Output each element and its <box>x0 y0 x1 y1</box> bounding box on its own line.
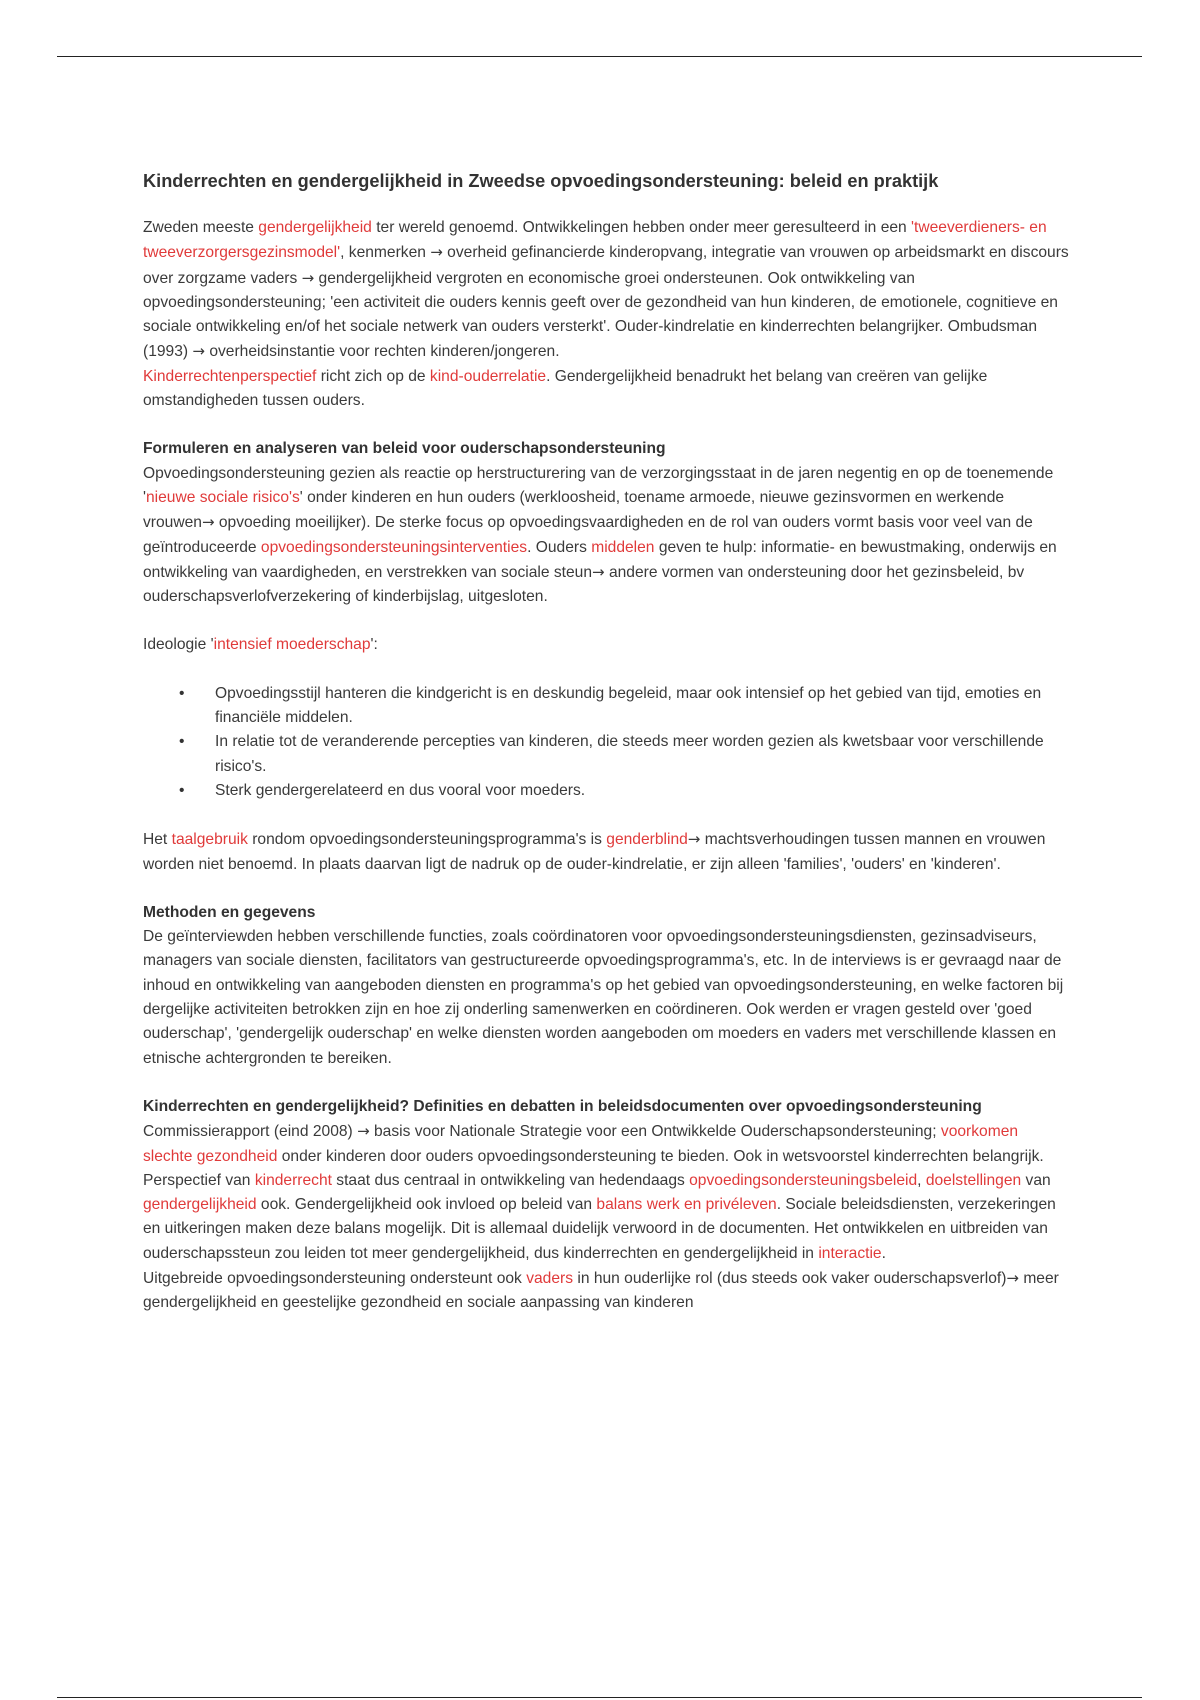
arrow-icon: → <box>201 513 215 532</box>
bottom-rule <box>57 1697 1142 1698</box>
definitions-paragraph-2: Perspectief van kinderrecht staat dus centraal in ontwikkeling van hedendaags opvoedingsondersteuningsbeleid, doelstellingen van gendergelijkheid ook. Gendergelijkheid ook invloed op beleid van balans werk en privéleven. Sociale beleidsdiensten, verzekeringen en uitkeringen maken deze balans mogelijk. Dit is allemaal duidelijk verwoord in de documenten. Het ontwikkelen en uitbreiden van ouderschapssteun zou leiden tot meer gendergelijkheid, dus kinderrechten en gendergelijkheid in interactie. <box>143 1171 1056 1262</box>
highlight-term: gendergelijkheid <box>143 1196 257 1214</box>
list-item: • In relatie tot de veranderende percepties van kinderen, die steeds meer worden gezien als kwetsbaar voor verschillende risico's. <box>143 730 1070 779</box>
highlight-term: opvoedingsondersteuningsinterventies <box>260 538 528 556</box>
highlight-term: doelstellingen <box>925 1171 1022 1189</box>
highlight-term: kinderrecht <box>254 1171 332 1189</box>
highlight-term: voorkomen slechte gezondheid <box>143 1123 1019 1165</box>
highlight-term: nieuwe sociale risico's <box>145 488 300 506</box>
policy-paragraph: Opvoedingsondersteuning gezien als reactie op herstructurering van de verzorgingsstaat in de jaren negentig en op de toenemende 'nieuwe sociale risico's' onder kinderen en hun ouders (werkloosheid, toename armoede, nieuwe gezinsvormen en werkende vrouwen→ opvoeding moeilijker). De sterke focus op opvoedingsvaardigheden en de rol van ouders vormt basis voor veel van de geïntroduceerde opvoedingsondersteuningsinterventies. Ouders middelen geven te hulp: informatie- en bewustmaking, onderwijs en ontwikkeling van vaardigheden, en verstrekken van sociale steun→ andere vormen van ondersteuning door het gezinsbeleid, bv ouderschapsverlofverzekering of kinderbijslag, uitgesloten. <box>143 464 1057 606</box>
highlight-term: Kinderrechtenperspectief <box>143 367 317 385</box>
highlight-term: opvoedingsondersteuningsbeleid <box>689 1171 918 1189</box>
section-heading-definitions: Kinderrechten en gendergelijkheid? Definities en debatten in beleidsdocumenten over opvoedingsondersteuning <box>143 1097 982 1115</box>
methods-paragraph: De geïnterviewden hebben verschillende functies, zoals coördinatoren voor opvoedingsondersteuningsdiensten, gezinsadviseurs, managers van sociale diensten, facilitators van gestructureerde opvoedingsprogramma's, etc. In de interviews is er gevraagd naar de inhoud en ontwikkeling van aangeboden diensten en programma's op het gebied van opvoedingsondersteuning, en welke factoren bij dergelijke activiteiten betrokken zijn en hoe zij onderling samenwerken en coördineren. Ook werden er vragen gesteld over 'goed ouderschap', 'gendergelijk ouderschap' en welke diensten worden aangeboden om moeders en vaders met verschillende klassen en etnische achtergronden te bereiken. <box>143 928 1064 1067</box>
highlight-term: gendergelijkheid <box>258 219 372 236</box>
definitions-paragraph-3: Uitgebreide opvoedingsondersteuning ondersteunt ook vaders in hun ouderlijke rol (dus steeds ook vaker ouderschapsverlof)→ meer gendergelijkheid en geestelijke gezondheid en sociale aanpassing van kinderen <box>143 1268 1059 1312</box>
highlight-term: balans werk en privéleven <box>596 1196 777 1214</box>
page-title: Kinderrechten en gendergelijkheid in Zweedse opvoedingsondersteuning: beleid en praktijk <box>143 171 939 191</box>
top-rule <box>57 56 1142 57</box>
arrow-icon: → <box>357 1122 370 1141</box>
arrow-icon: → <box>1006 1268 1019 1287</box>
highlight-term: 'tweeverdieners- en tweeverzorgersgezinsmodel' <box>143 219 1047 262</box>
intro-paragraph-2: Kinderrechtenperspectief richt zich op de kind-ouderrelatie. Gendergelijkheid benadrukt het belang van creëren van gelijke omstandigheden tussen ouders. <box>143 367 988 410</box>
document-page <box>143 168 1070 1316</box>
list-item: • Sterk gendergerelateerd en dus vooral voor moeders. <box>143 779 1070 803</box>
highlight-term: kind-ouderrelatie <box>429 367 547 385</box>
highlight-term: intensief moederschap <box>213 636 371 654</box>
definitions-paragraph-1: Commissierapport (eind 2008) → basis voor Nationale Strategie voor een Ontwikkelde Ouderschapsondersteuning; voorkomen slechte gezondheid onder kinderen door ouders opvoedingsondersteuning te bieden. Ook in wetsvoorstel kinderrechten belangrijk. <box>143 1122 1044 1165</box>
language-paragraph: Het taalgebruik rondom opvoedingsondersteuningsprogramma's is genderblind→ machtsverhoudingen tussen mannen en vrouwen worden niet benoemd. In plaats daarvan ligt de nadruk op de ouder-kindrelatie, er zijn alleen 'families', 'ouders' en 'kinderen'. <box>143 830 1046 873</box>
ideology-bullet-list <box>143 682 1070 803</box>
ideology-intro: Ideologie 'intensief moederschap': <box>143 636 378 654</box>
highlight-term: genderblind <box>606 831 688 849</box>
arrow-icon: → <box>687 830 701 849</box>
arrow-icon: → <box>592 562 605 581</box>
highlight-term: taalgebruik <box>171 831 248 849</box>
section-heading-policy: Formuleren en analyseren van beleid voor ouderschapsondersteuning <box>143 440 666 458</box>
arrow-icon: → <box>430 243 443 262</box>
list-item: • Opvoedingsstijl hanteren die kindgericht is en deskundig begeleid, maar ook intensief op het gebied van tijd, emoties en financiële middelen. <box>143 682 1070 731</box>
section-heading-methods: Methoden en gegevens <box>143 903 316 921</box>
arrow-icon: → <box>192 342 205 361</box>
highlight-term: vaders <box>526 1269 574 1287</box>
highlight-term: interactie <box>818 1244 882 1262</box>
arrow-icon: → <box>301 268 315 287</box>
highlight-term: middelen <box>591 538 655 556</box>
intro-paragraph: Zweden meeste gendergelijkheid ter wereld genoemd. Ontwikkelingen hebben onder meer geresulteerd in een 'tweeverdieners- en tweeverzorgersgezinsmodel', kenmerken → overheid gefinancierde kinderopvang, integratie van vrouwen op arbeidsmarkt en discours over zorgzame vaders → gendergelijkheid vergroten en economische groei ondersteunen. Ook ontwikkeling van opvoedingsondersteuning; 'een activiteit die ouders kennis geeft over de gezondheid van hun kinderen, de emotionele, cognitieve en sociale ontwikkeling en/of het sociale netwerk van ouders versterkt'. Ouder-kindrelatie en kinderrechten belangrijker. Ombudsman (1993) → overheidsinstantie voor rechten kinderen/jongeren. <box>143 219 1069 361</box>
